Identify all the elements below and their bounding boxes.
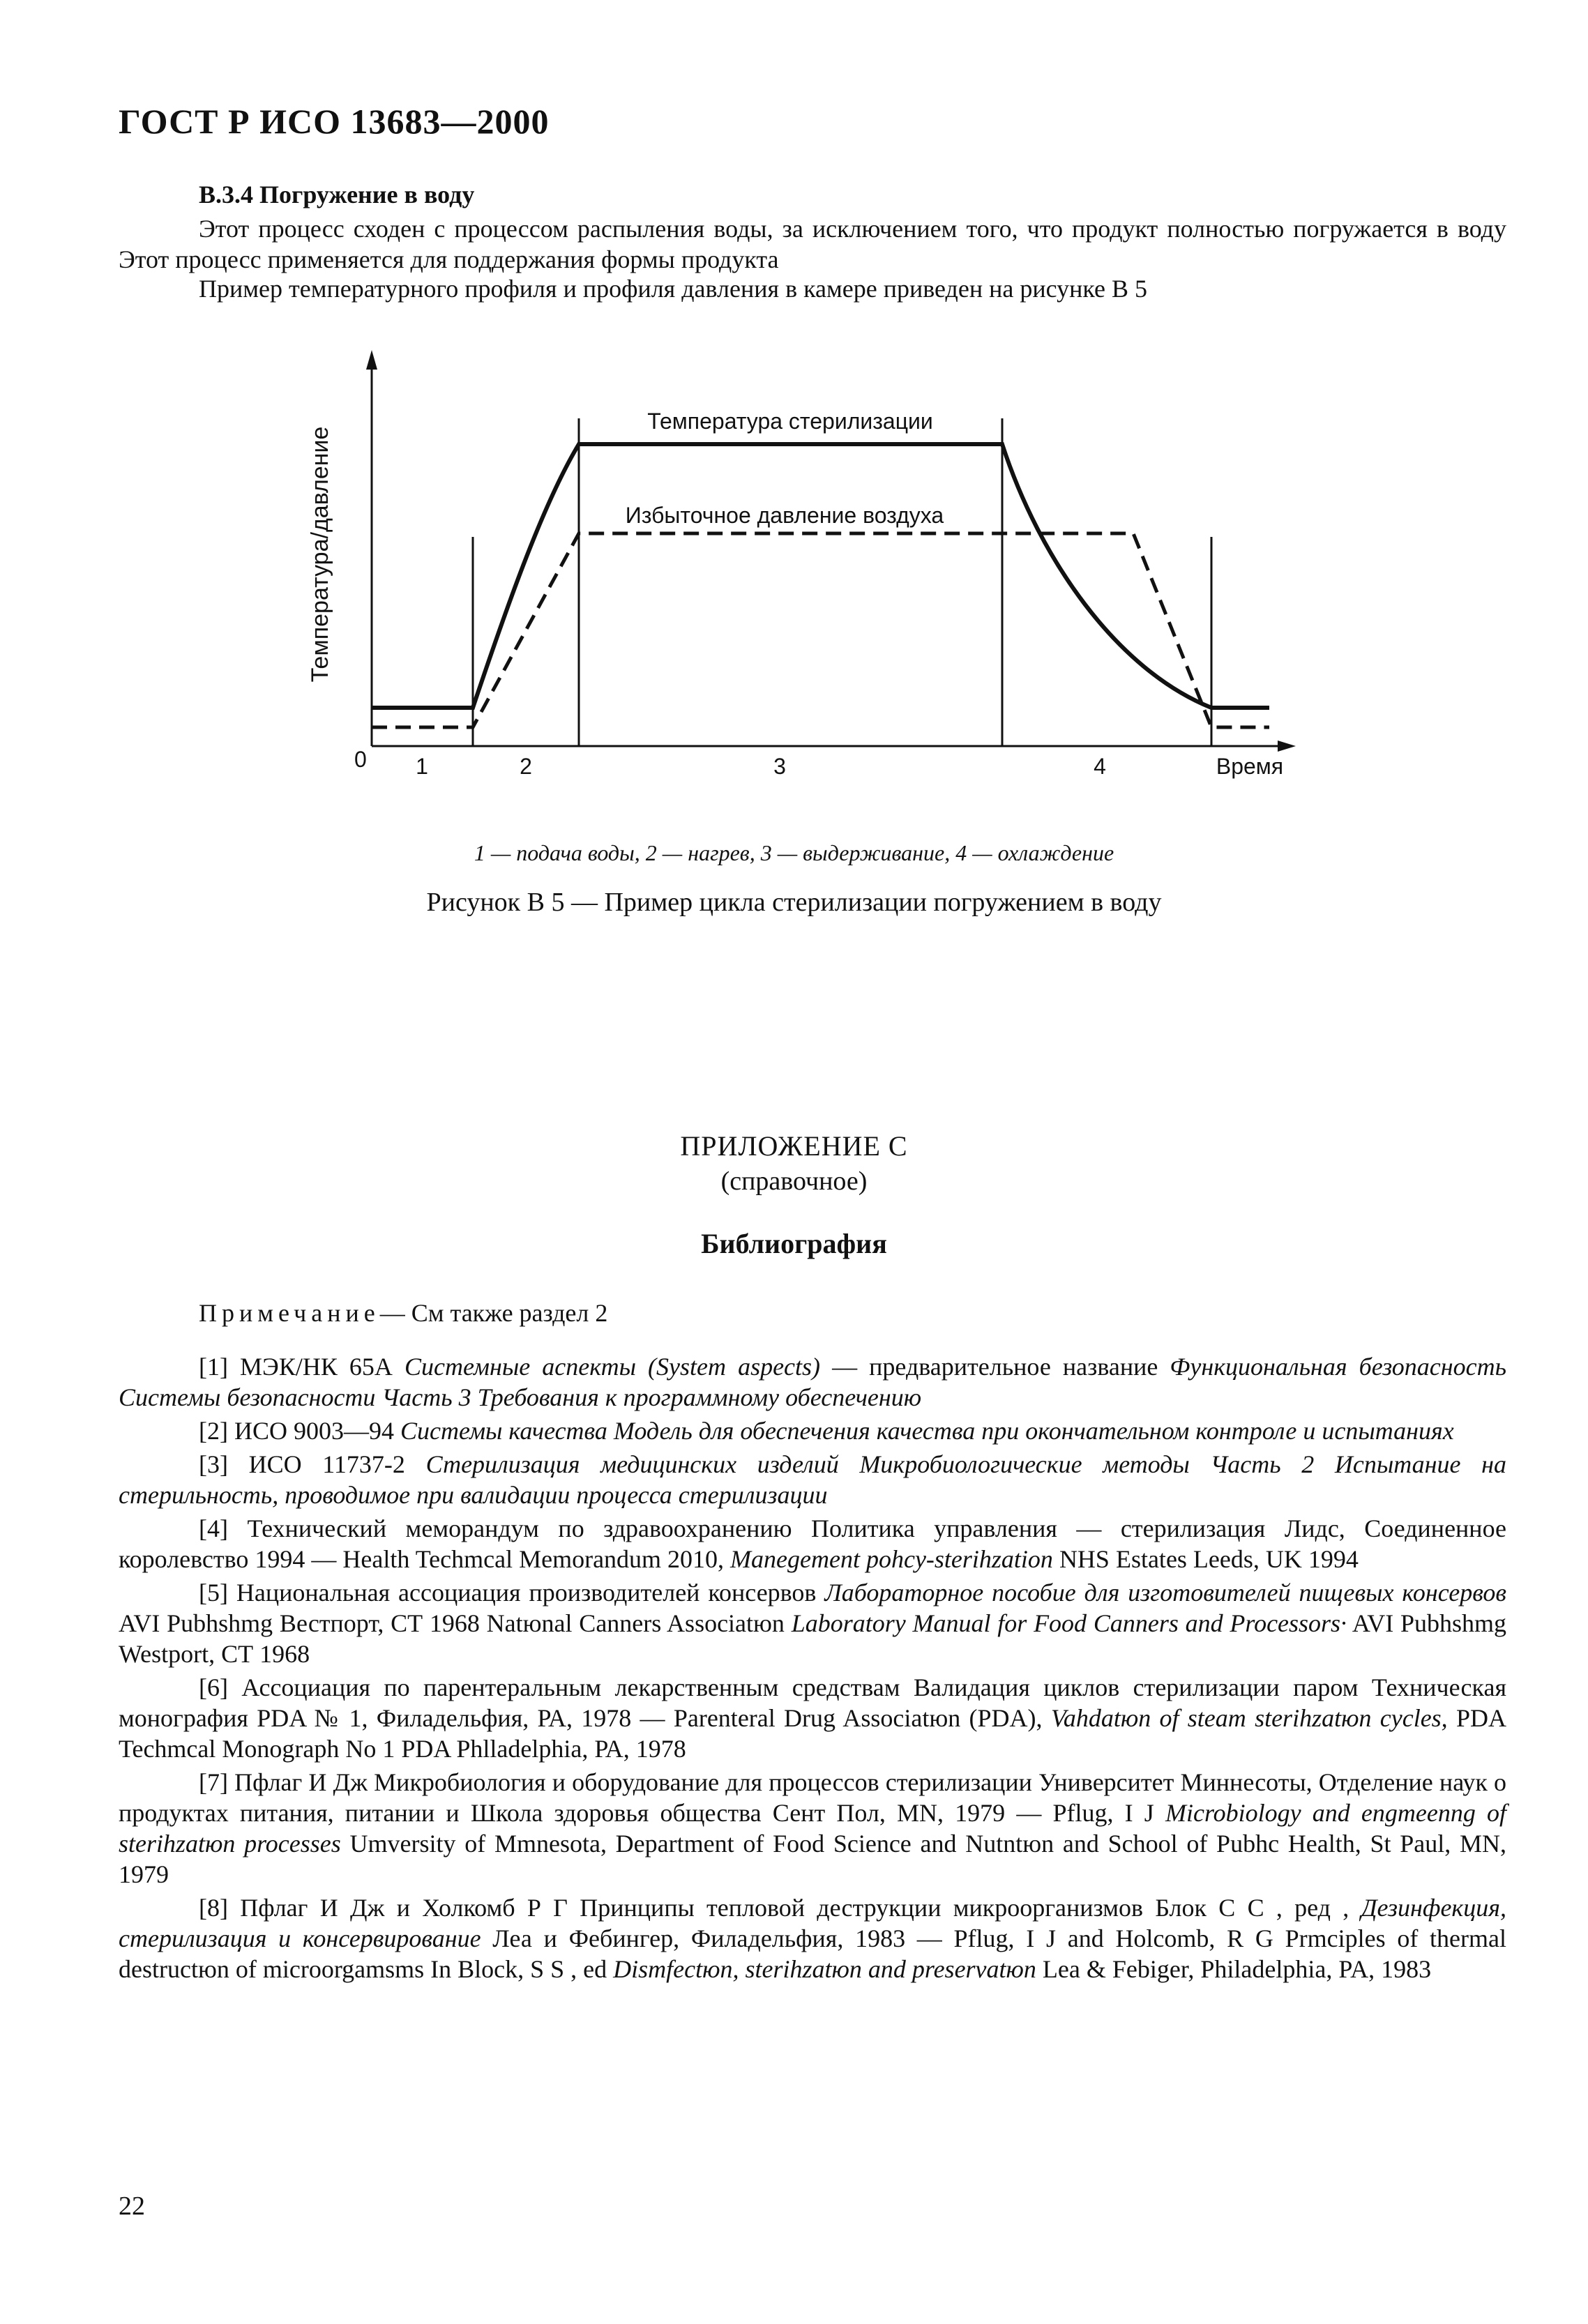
phase-label: 1 xyxy=(416,754,428,779)
section-paragraph: Этот процесс сходен с процессом распыления воды, за исключением того, что продукт полностью погружается в воду Этот процесс применяется для поддержания формы продукта xyxy=(119,215,1506,273)
reference-item: [7] Пфлаг И Дж Микробиология и оборудование для процессов стерилизации Университет Миннесоты, Отделение наук о продуктах питания, питании и Школа здоровья общества Сент Пол, MN, 1979 — Pflug, I J Microbiology and engmeenng of sterihzatюn processes Umversity of Mmnesota, Department of Food Science and Nutntюn and School of Pubhc Health, St Paul, MN, 1979 xyxy=(119,1768,1507,1888)
reference-item: [6] Ассоциация по парентеральным лекарственным средствам Валидация циклов стерилизации паром Техническая монография PDA № 1, Филадельфия, РА, 1978 — Parenteral Drug Associatюn (PDA), Vahdatюn of steam sterihzatюn cycles, PDA Techmcal Monograph No 1 PDA Phlladelphia, РА, 1978 xyxy=(119,1673,1507,1763)
reference-list xyxy=(119,1351,1506,1987)
temperature-series-label: Температура стерилизации xyxy=(647,409,933,434)
document-header: ГОСТ Р ИСО 13683—2000 xyxy=(119,102,550,141)
origin-label: 0 xyxy=(354,747,367,772)
appendix-note xyxy=(199,1298,607,1328)
reference-item: [1] МЭК/НК 65А Системные аспекты (System aspects) — предварительное название Функциональная безопасность Системы безопасности Часть 3 Требования к программному обеспечению xyxy=(119,1353,1507,1411)
reference-item: [4] Технический меморандум по здравоохранению Политика управления — стерилизация Лидс, Соединенное королевство 1994 — Health Techmcal Memorandum 2010, Manegement pohcy-sterihzation NHS Estates Leeds, UK 1994 xyxy=(119,1514,1506,1573)
figure-legend: 1 — подача воды, 2 — нагрев, 3 — выдерживание, 4 — охлаждение xyxy=(474,840,1114,865)
y-axis-arrow xyxy=(366,350,377,370)
page-number: 22 xyxy=(119,2192,145,2221)
reference-item: [2] ИСО 9003—94 Системы качества Модель для обеспечения качества при окончательном контроле и испытаниях xyxy=(199,1417,1454,1445)
figure-caption: Рисунок В 5 — Пример цикла стерилизации погружением в воду xyxy=(426,888,1162,917)
pressure-series-label: Избыточное давление воздуха xyxy=(625,503,944,528)
appendix-subtitle: (справочное) xyxy=(720,1167,868,1196)
section-paragraph-figure-ref: Пример температурного профиля и профиля давления в камере приведен на рисунке В 5 xyxy=(199,275,1147,303)
phase-label: 2 xyxy=(520,754,532,779)
phase-label: 4 xyxy=(1094,754,1106,779)
appendix-title: ПРИЛОЖЕНИЕ С xyxy=(680,1130,908,1162)
section-title: В.3.4 Погружение в воду xyxy=(199,181,475,208)
note-label: Примечание xyxy=(199,1299,380,1327)
reference-item: [5] Национальная ассоциация производителей консервов Лабораторное пособие для изготовителей пищевых консервов AVI Pubhshmg Вестпорт, СТ 1968 Natюnal Canners Associatюn Laboratory Manual for Food Canners and Processors· AVI Pubhshmg Westport, СТ 1968 xyxy=(119,1579,1507,1668)
sterilization-cycle-chart xyxy=(0,0,1588,837)
x-axis-label: Время xyxy=(1216,754,1284,779)
phase-label: 3 xyxy=(773,754,786,779)
note-text: — См также раздел 2 xyxy=(379,1299,608,1327)
reference-item: [8] Пфлаг И Дж и Холкомб Р Г Принципы тепловой деструкции микроорганизмов Блок С С , ред , Дезинфекция, стерилизация и консервирование Леа и Фебингер, Филадельфия, 1983 — Pflug, I J and Holcomb, R G Prmciples of thermal destructюn of microorgamsms In Block, S S , ed Dismfectюn, sterihzatюn and preservatюn Lea & Febiger, Philadelphia, PA, 1983 xyxy=(119,1894,1507,1983)
y-axis-label: Температура/давление xyxy=(307,426,333,683)
reference-item: [3] ИСО 11737-2 Стерилизация медицинских изделий Микробиологические методы Часть 2 Испытание на стерильность, проводимое при валидации процесса стерилизации xyxy=(119,1450,1506,1509)
pressure-curve xyxy=(372,533,1269,727)
bibliography-heading: Библиография xyxy=(701,1228,887,1259)
x-axis-arrow xyxy=(1278,741,1296,752)
